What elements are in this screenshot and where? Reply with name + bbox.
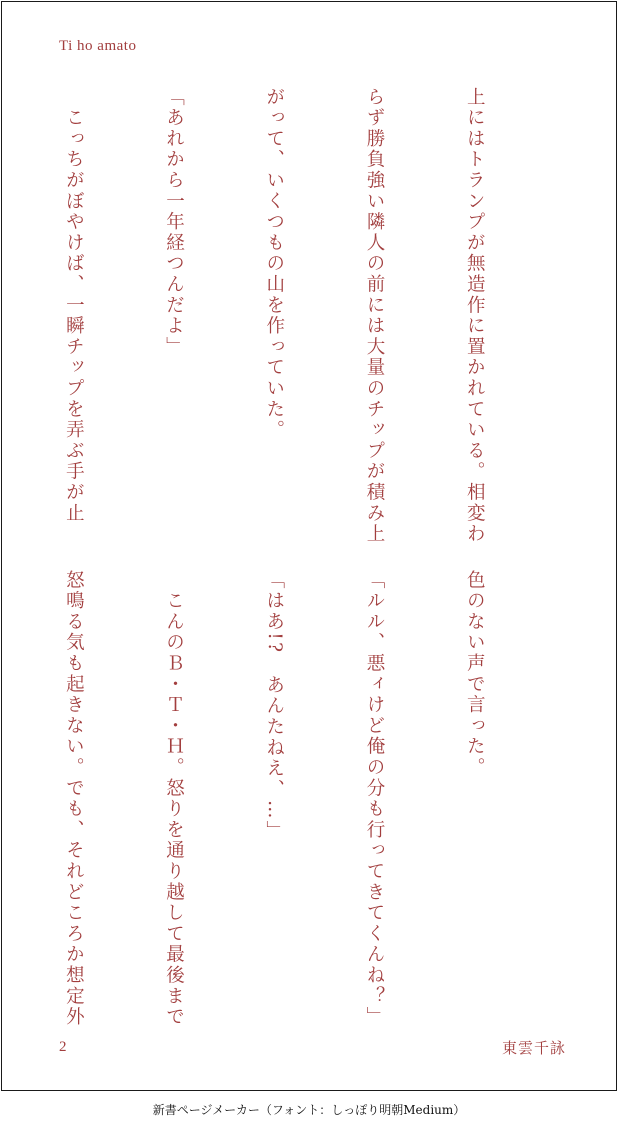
text-line: こっちがぼやけば、一瞬チップを弄ぶ手が止	[63, 87, 85, 524]
author-name: 東雲千詠	[501, 1039, 566, 1057]
text-line: がって、いくつもの山を作っていた。	[263, 87, 285, 441]
running-header-title: Ti ho amato	[59, 38, 137, 54]
generator-credit: 新書ページメーカー（フォント：しっぽり明朝Medium）	[152, 1103, 466, 1117]
text-line: 「ルル、悪ィけど俺の分も行ってきてくんね？」	[363, 570, 385, 1028]
text-line: らず勝負強い隣人の前には大量のチップが積み上	[363, 87, 385, 545]
text-line: こんのＢ・Ｔ・Ｈ。怒りを通り越して最後まで	[163, 570, 185, 1028]
text-line: 「あれから一年経つんだよ」	[163, 87, 185, 358]
text-line: 上にはトランプが無造作に置かれている。相変わ	[464, 87, 486, 545]
lower-text-block	[0, 570, 558, 1028]
page-number: 2	[59, 1039, 67, 1055]
text-line: 色のない声で言った。	[464, 570, 486, 778]
text-line: 怒鳴る気も起きない。でも、それどころか想定外	[63, 570, 85, 1028]
book-page	[1, 1, 617, 1091]
text-line: 「はあ!? あんたねえ、…」	[263, 570, 285, 842]
upper-text-block	[0, 87, 558, 545]
